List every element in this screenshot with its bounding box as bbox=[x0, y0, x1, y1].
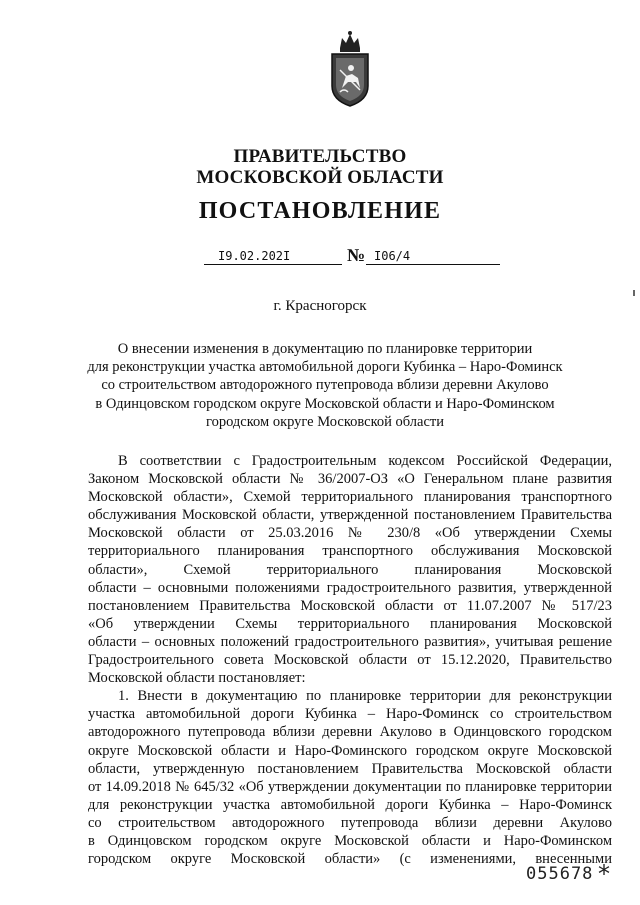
org-name-line1: ПРАВИТЕЛЬСТВО bbox=[233, 146, 407, 167]
body-line: В соответствии с Градостроительным кодексом Российской Федерации, bbox=[118, 453, 612, 469]
body-line: области», Схемой территориального планирования Московской bbox=[88, 561, 612, 578]
scan-mark bbox=[633, 290, 635, 296]
title-line: со строительством автодорожного путепровода вблизи деревни Акулово bbox=[101, 377, 549, 394]
title-line: в Одинцовском городском округе Московской области и Наро-Фоминском bbox=[95, 395, 555, 412]
body-line: области – основными положениями градостроительного развития, утвержденной bbox=[88, 579, 612, 596]
body-line: постановлением Правительства Московской области от 11.07.2007 № 517/23 bbox=[88, 597, 612, 614]
document-title bbox=[60, 340, 590, 431]
body-line: 1. Внести в документацию по планировке территории для реконструкции bbox=[118, 688, 612, 705]
body-line: Московской области от 25.03.2016 № 230/8 «Об утверждении Схемы bbox=[88, 525, 612, 542]
body-line: области, утвержденную постановлением Правительства Московской области bbox=[88, 760, 612, 777]
body-line: «Об утверждении Схемы территориального планирования Московской bbox=[88, 615, 612, 632]
body-line: Градостроительного совета Московской области от 15.12.2020, Правительство bbox=[88, 652, 612, 669]
body-line: городском округе Московской области» (с изменениями, внесенными bbox=[88, 851, 612, 868]
body-line: округе Московской области и Наро-Фоминского городском округе Московской bbox=[88, 742, 612, 759]
body-line: обслуживания Московской области, утвержденной постановлением Правительства bbox=[88, 507, 612, 524]
title-line: О внесении изменения в документацию по планировке территории bbox=[117, 341, 533, 357]
document-date: I9.02.202I bbox=[204, 248, 342, 265]
asterisk-icon: * bbox=[598, 860, 610, 888]
body-line: от 14.09.2018 № 645/32 «Об утверждении документации по планировке территории bbox=[88, 778, 612, 795]
body-line: для реконструкции участка автомобильной дороги Кубинка – Наро-Фоминск bbox=[88, 796, 612, 813]
body-line: участка автомобильной дороги Кубинка – Наро-Фоминск со строительством bbox=[88, 706, 612, 723]
document-number: I06/4 bbox=[366, 248, 500, 265]
body-line: области – основных положений градостроительного развития», учитывая решение bbox=[88, 633, 612, 650]
title-line: для реконструкции участка автомобильной дороги Кубинка – Наро-Фоминск bbox=[87, 359, 563, 376]
body-line: Законом Московской области № 36/2007-ОЗ «О Генеральном плане развития bbox=[88, 471, 612, 488]
coat-of-arms-icon bbox=[326, 30, 374, 108]
document-type-heading: ПОСТАНОВЛЕНИЕ bbox=[198, 198, 442, 224]
org-name-line2: МОСКОВСКОЙ ОБЛАСТИ bbox=[196, 167, 444, 188]
city-of-issue: г. Красногорск bbox=[273, 298, 367, 314]
body-line: со строительством автодорожного путепровода вблизи деревни Акулово bbox=[88, 814, 612, 831]
body-line: автодорожного путепровода вблизи деревни Акулово в Одинцовского городском bbox=[88, 724, 612, 741]
body-line: в Одинцовском городском округе Московской области и Наро-Фоминском bbox=[88, 832, 612, 849]
serial-stamp: 055678 bbox=[526, 864, 594, 884]
body-line: территориального планирования транспортного обслуживания Московской bbox=[88, 543, 612, 560]
number-sign: № bbox=[347, 245, 366, 265]
title-line: городском округе Московской области bbox=[206, 413, 444, 430]
body-line: Московской области постановляет: bbox=[88, 670, 306, 687]
body-line: Московской области», Схемой территориального планирования транспортного bbox=[88, 489, 612, 506]
document-body bbox=[88, 452, 612, 868]
